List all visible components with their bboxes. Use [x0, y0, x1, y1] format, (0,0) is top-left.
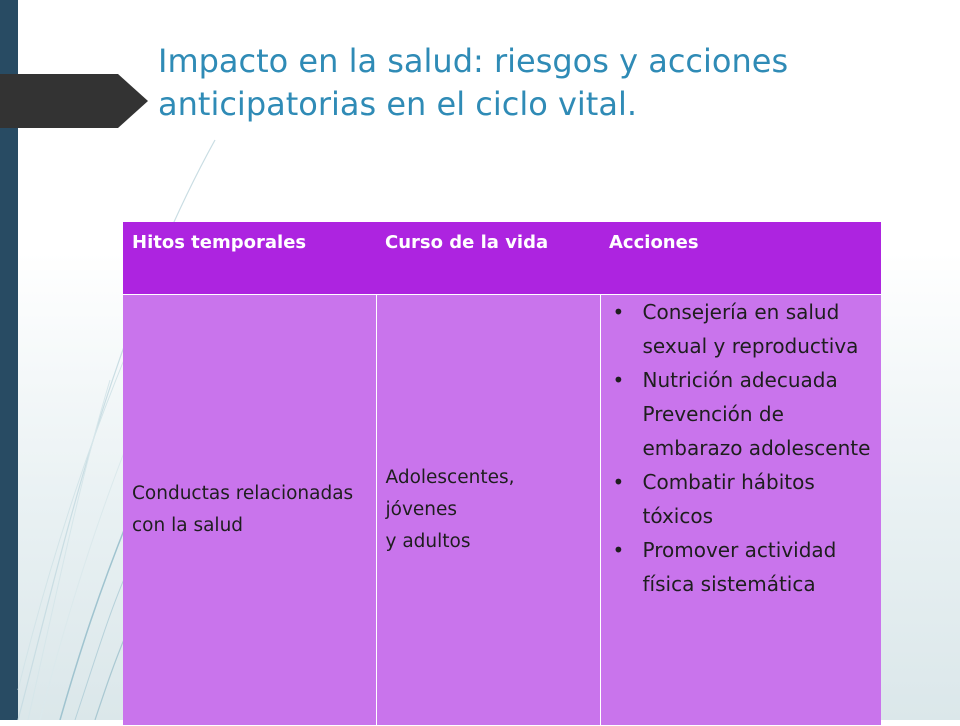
acciones-list: [601, 295, 874, 601]
bullet-icon: •: [612, 367, 625, 392]
slide-title: Impacto en la salud: riesgos y acciones anticipatorias en el ciclo vital.: [158, 42, 789, 123]
accion-text: Combatir hábitos tóxicos: [642, 469, 815, 528]
table-header-row: [123, 222, 881, 294]
bullet-icon: •: [612, 537, 625, 562]
header-acciones: Acciones: [609, 232, 699, 253]
accion-item-consejeria: [601, 295, 874, 363]
curso-line-1: Adolescentes, jóvenes: [385, 466, 515, 520]
title-arrow-shape: [0, 74, 150, 128]
table-row: [123, 294, 881, 725]
bullet-icon: •: [612, 469, 625, 494]
accion-item-actividad: [601, 533, 874, 601]
accion-item-nutricion: [601, 363, 874, 465]
cell-curso: [376, 294, 600, 725]
hito-text: Conductas relacionadas con la salud: [132, 482, 354, 536]
cell-hito: [123, 294, 376, 725]
header-hitos-temporales: Hitos temporales: [132, 232, 307, 253]
life-course-table: [123, 222, 881, 726]
header-curso-de-la-vida: Curso de la vida: [385, 232, 549, 253]
accion-text: Promover actividad física sistemática: [642, 537, 837, 596]
accion-text: Consejería en salud sexual y reproductiva: [642, 299, 859, 358]
bullet-icon: •: [612, 299, 625, 324]
accion-text: Nutrición adecuada Prevención de embarazo adolescente: [642, 367, 871, 460]
accion-item-habitos: [601, 465, 874, 533]
curso-line-2: y adultos: [385, 530, 471, 552]
cell-acciones: [600, 294, 881, 725]
